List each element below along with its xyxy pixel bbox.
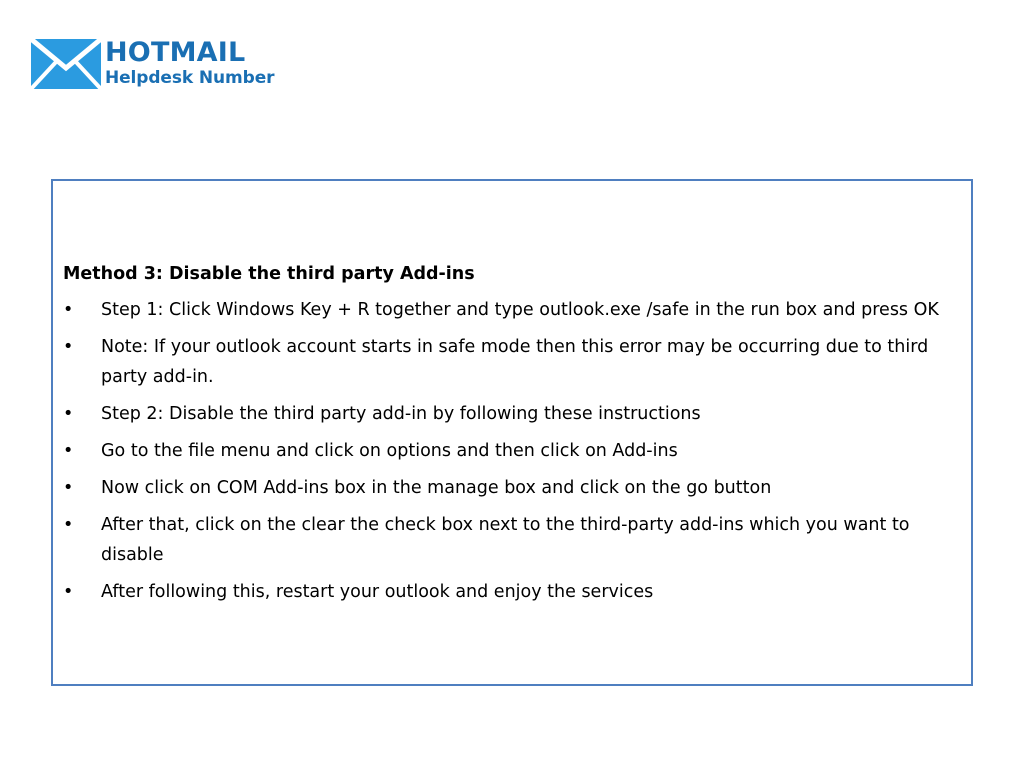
bullet-icon: •: [63, 515, 74, 535]
hotmail-helpdesk-logo: [30, 38, 274, 92]
list-item: [63, 436, 961, 466]
logo-text: [105, 38, 274, 87]
bullet-icon: •: [63, 337, 74, 357]
logo-title: HOTMAIL: [105, 37, 246, 68]
list-item-text: Step 1: Click Windows Key + R together and type outlook.exe /safe in the run box and press OK: [101, 300, 939, 320]
bullet-icon: •: [63, 404, 74, 424]
list-item-text: Step 2: Disable the third party add-in by following these instructions: [101, 404, 701, 424]
list-item: [63, 295, 961, 325]
bullet-icon: •: [63, 478, 74, 498]
bullet-icon: •: [63, 300, 74, 320]
list-item: [63, 510, 961, 570]
list-item-text: Go to the file menu and click on options and then click on Add-ins: [101, 441, 678, 461]
list-item: [63, 399, 961, 429]
list-item-text: After following this, restart your outlook and enjoy the services: [101, 582, 654, 602]
bullet-icon: •: [63, 582, 74, 602]
list-item: [63, 332, 961, 392]
list-item-text: After that, click on the clear the check box next to the third-party add-ins which you want to disable: [101, 515, 910, 565]
list-item: [63, 473, 961, 503]
bullet-icon: •: [63, 441, 74, 461]
list-item-text: Now click on COM Add-ins box in the manage box and click on the go button: [101, 478, 772, 498]
content-box: [51, 179, 973, 686]
list-item: [63, 577, 961, 607]
list-item-text: Note: If your outlook account starts in safe mode then this error may be occurring due to third party add-in.: [101, 337, 929, 387]
logo-subtitle: Helpdesk Number: [105, 68, 275, 88]
method-heading: Method 3: Disable the third party Add-ins: [63, 264, 475, 284]
instruction-list: [63, 295, 961, 607]
envelope-icon: [30, 38, 102, 90]
content-body: [63, 261, 961, 614]
